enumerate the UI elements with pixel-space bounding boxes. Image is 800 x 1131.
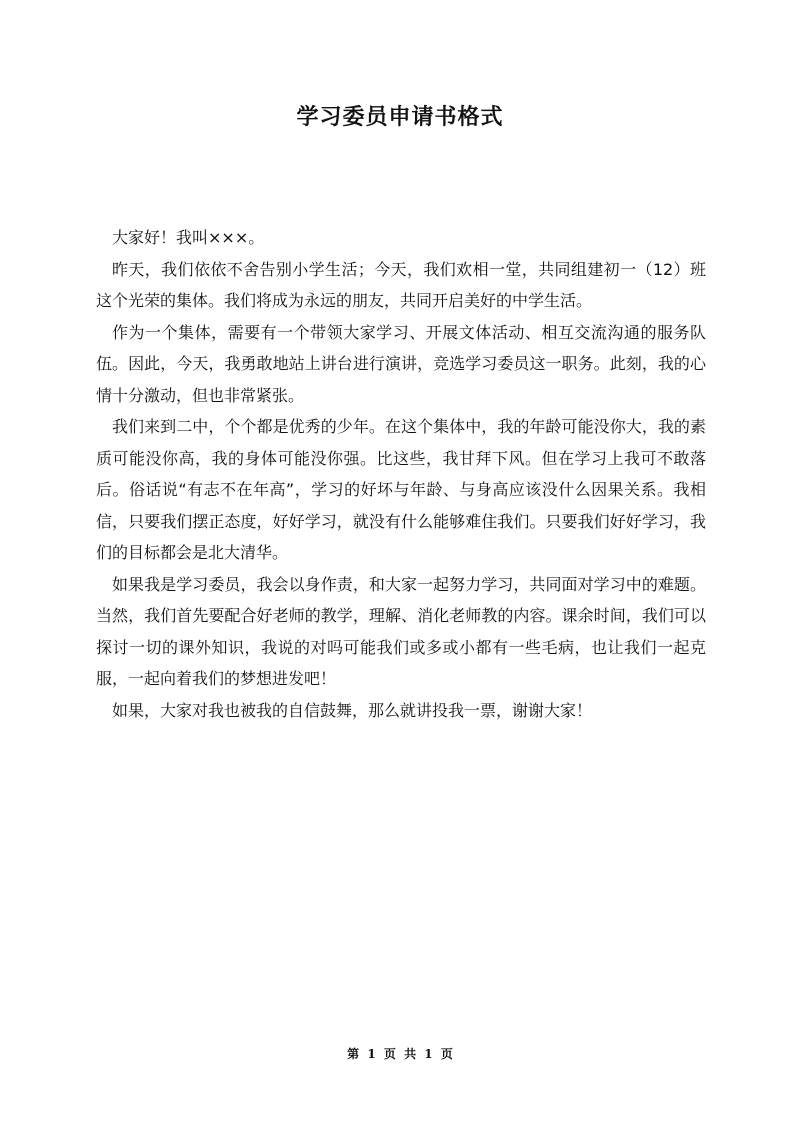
footer-total-pages: 1: [424, 1047, 433, 1061]
paragraph-closing: 如果，大家对我也被我的自信鼓舞，那么就讲投我一票，谢谢大家！: [112, 700, 593, 720]
paragraph-plans: 如果我是学习委员，我会以身作责，和大家一起努力学习，共同面对学习中的难题。当然，我们首先要配合好老师的教学，理解、消化老师教的内容。课余时间，我们可以探讨一切的课外知识，我说的对吗可能我们或多或小都有一些毛病，也让我们一起克服，一起向着我们的梦想进发吧！: [96, 574, 706, 688]
paragraph-greeting: 大家好！我叫×××。: [112, 228, 265, 247]
paragraph-motivation: 作为一个集体，需要有一个带领大家学习、开展文体活动、相互交流沟通的服务队伍。因此，今天，我勇敢地站上讲台进行演讲，竞选学习委员这一职务。此刻，我的心情十分激动，但也非常紧张。: [96, 322, 706, 405]
footer-total-suffix: 页: [440, 1047, 453, 1061]
document-body: [96, 222, 706, 726]
footer-total-prefix: 共: [404, 1047, 417, 1061]
page-footer: [0, 1045, 800, 1062]
footer-page-word: 页: [383, 1047, 396, 1061]
paragraph-self-assessment: 我们来到二中，个个都是优秀的少年。在这个集体中，我的年龄可能没你大，我的素质可能没你高，我的身体可能没你强。比这些，我甘拜下风。但在学习上我可不敢落后。俗话说“有志不在年高”，学习的好坏与年龄、与身高应该没什么因果关系。我相信，只要我们摆正态度，好好学习，就没有什么能够难住我们。只要我们好好学习，我们的目标都会是北大清华。: [96, 417, 706, 562]
page-title: 学习委员申请书格式: [296, 105, 504, 130]
footer-current-page: 1: [367, 1047, 376, 1061]
footer-prefix: 第: [347, 1047, 360, 1061]
paragraph-introduction: 昨天，我们依依不舍告别小学生活；今天，我们欢相一堂，共同组建初一（12）班这个光荣的集体。我们将成为永远的朋友，共同开启美好的中学生活。: [96, 259, 706, 310]
